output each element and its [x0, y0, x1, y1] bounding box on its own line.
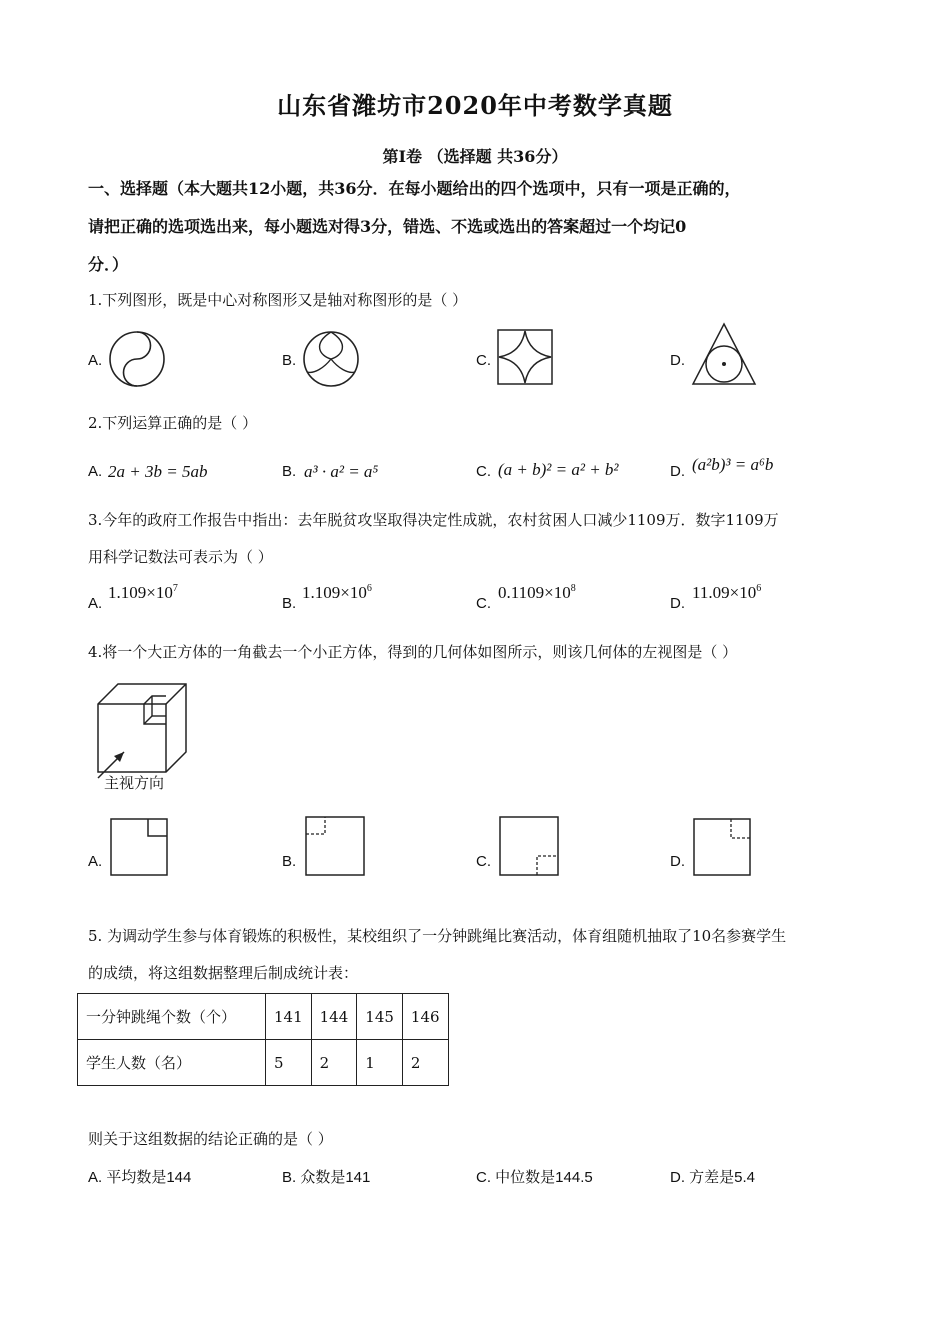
q1-option-a-figure — [108, 330, 166, 388]
q4-option-d-label: D. — [670, 853, 685, 870]
q4-figure-caption: 主视方向 — [104, 774, 165, 792]
table-cell: 145 — [357, 994, 403, 1040]
q3-option-a-value — [108, 583, 178, 603]
section-heading-line: 一、选择题（本大题共12小题，共36分．在每小题给出的四个选项中，只有一项是正确的， — [88, 179, 741, 198]
question-3-text-line: 用科学记数法可表示为（ ） — [88, 548, 273, 566]
q2-option-d-label: D. — [670, 463, 685, 480]
q3-option-b-exponent: 6 — [366, 583, 372, 594]
q3-option-a-label: A. — [88, 595, 103, 612]
q3-option-b-label: B. — [282, 595, 297, 612]
q4-option-c-label: C. — [476, 853, 491, 870]
question-1-text: 1.下列图形，既是中心对称图形又是轴对称图形的是（ ） — [88, 291, 468, 309]
table-cell: 141 — [266, 994, 312, 1040]
question-3-text-line: 3.今年的政府工作报告中指出：去年脱贫攻坚取得决定性成就，农村贫困人口减少1109万．数字1109万 — [88, 511, 779, 529]
q3-option-d-label: D. — [670, 595, 685, 612]
q1-option-d-label: D. — [670, 352, 685, 369]
q3-option-c-base: 0.1109×10 — [498, 583, 571, 602]
q4-cube-figure — [94, 680, 194, 780]
q1-option-b-label: B. — [282, 352, 297, 369]
q2-option-b-expression: a³ · a² = a⁵ — [304, 462, 379, 481]
q2-option-b-label: B. — [282, 463, 297, 480]
q2-option-c-label: C. — [476, 463, 491, 480]
q1-option-d-figure — [690, 322, 758, 388]
q3-option-a-base: 1.109×10 — [108, 583, 173, 602]
q3-option-d-exponent: 6 — [756, 583, 762, 594]
q3-option-c-exponent: 8 — [570, 583, 576, 594]
q5-option-c: C. 中位数是144.5 — [476, 1169, 593, 1186]
q4-option-a-label: A. — [88, 853, 103, 870]
q3-option-b-base: 1.109×10 — [302, 583, 367, 602]
question-5-text-line: 5. 为调动学生参与体育锻炼的积极性，某校组织了一分钟跳绳比赛活动，体育组随机抽取了10名参赛学生 — [88, 927, 787, 945]
table-row — [78, 994, 449, 1040]
question-5-prompt: 则关于这组数据的结论正确的是（ ） — [88, 1130, 333, 1148]
section-heading-line: 请把正确的选项选出来，每小题选对得3分，错选、不选或选出的答案超过一个均记0 — [88, 217, 687, 236]
q1-option-b-figure — [302, 330, 360, 388]
paper-section-title: 第Ⅰ卷 （选择题 共36分） — [382, 147, 568, 166]
q2-option-d-expression: (a²b)³ = a⁶b — [692, 455, 774, 474]
table-header-cell: 一分钟跳绳个数（个） — [78, 994, 266, 1040]
q4-option-b-label: B. — [282, 853, 297, 870]
table-header-cell: 学生人数（名） — [78, 1040, 266, 1086]
q5-stats-table — [77, 993, 449, 1086]
table-cell: 1 — [357, 1040, 403, 1086]
table-cell: 144 — [311, 994, 357, 1040]
q4-option-d-figure — [693, 818, 751, 876]
question-2-text: 2.下列运算正确的是（ ） — [88, 414, 258, 432]
q3-option-d-value — [692, 583, 761, 603]
table-cell: 5 — [266, 1040, 312, 1086]
q2-option-a-expression: 2a + 3b = 5ab — [108, 462, 208, 481]
q4-option-b-figure — [305, 816, 365, 876]
q3-option-b-value — [302, 583, 372, 603]
question-4-text: 4.将一个大正方体的一角截去一个小正方体，得到的几何体如图所示，则该几何体的左视图是（ ） — [88, 643, 738, 661]
section-heading-line: 分．） — [88, 255, 129, 274]
table-row — [78, 1040, 449, 1086]
q1-option-c-figure — [496, 328, 554, 386]
q3-option-a-exponent: 7 — [172, 583, 178, 594]
q1-option-c-label: C. — [476, 352, 491, 369]
q3-option-d-base: 11.09×10 — [692, 583, 757, 602]
q2-option-a-label: A. — [88, 463, 103, 480]
q5-option-b: B. 众数是141 — [282, 1169, 371, 1186]
q4-option-a-figure — [110, 818, 168, 876]
q1-option-a-label: A. — [88, 352, 103, 369]
q2-option-c-expression: (a + b)² = a² + b² — [498, 460, 619, 479]
q5-option-d: D. 方差是5.4 — [670, 1169, 756, 1186]
q5-option-a: A. 平均数是144 — [88, 1169, 192, 1186]
q3-option-c-value — [498, 583, 576, 603]
section-heading — [88, 170, 878, 284]
table-cell: 146 — [402, 994, 448, 1040]
q4-option-c-figure — [499, 816, 559, 876]
table-cell: 2 — [402, 1040, 448, 1086]
question-5-text-line: 的成绩，将这组数据整理后制成统计表： — [88, 964, 359, 982]
q3-option-c-label: C. — [476, 595, 491, 612]
page-title: 山东省潍坊市2020年中考数学真题 — [277, 91, 673, 120]
table-cell: 2 — [311, 1040, 357, 1086]
